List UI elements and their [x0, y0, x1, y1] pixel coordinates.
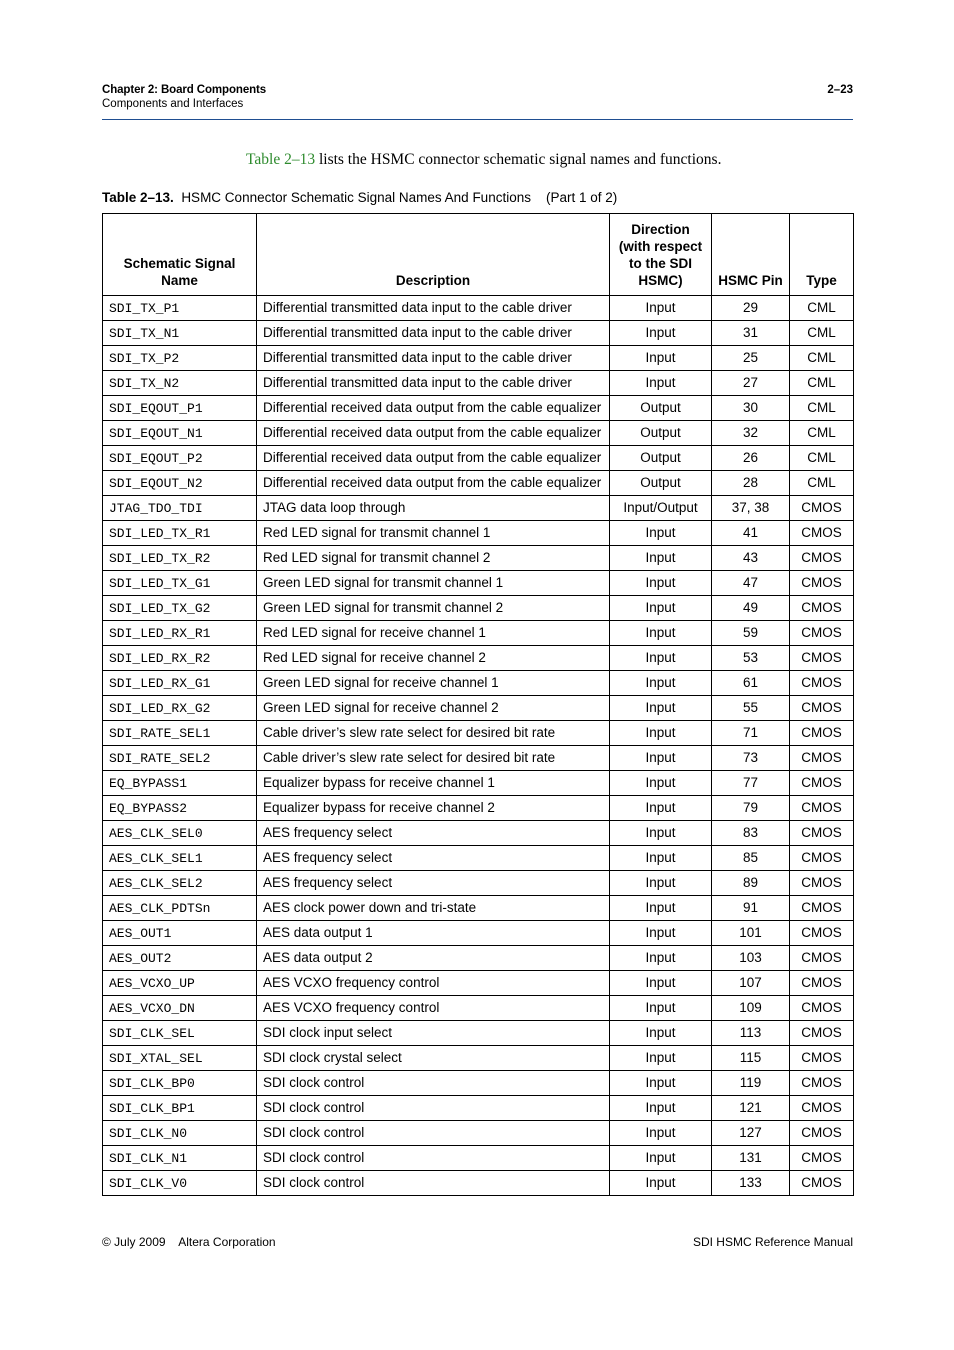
signal-name-cell: JTAG_TDO_TDI — [103, 496, 257, 521]
type-cell: CMOS — [790, 996, 854, 1021]
signal-name-cell: SDI_RATE_SEL1 — [103, 721, 257, 746]
hsmc-pin-cell: 101 — [712, 921, 790, 946]
type-cell: CML — [790, 396, 854, 421]
hsmc-pin-cell: 41 — [712, 521, 790, 546]
description-cell: Cable driver’s slew rate select for desired bit rate — [257, 721, 610, 746]
column-header-signal-name: Schematic Signal Name — [103, 214, 257, 296]
table-row — [103, 446, 854, 471]
direction-cell: Input — [610, 596, 712, 621]
hsmc-pin-cell: 91 — [712, 896, 790, 921]
column-header-description: Description — [257, 214, 610, 296]
hsmc-pin-cell: 27 — [712, 371, 790, 396]
description-cell: AES data output 1 — [257, 921, 610, 946]
signal-name-cell: SDI_TX_P2 — [103, 346, 257, 371]
description-cell: AES VCXO frequency control — [257, 996, 610, 1021]
direction-cell: Input — [610, 996, 712, 1021]
direction-cell: Input — [610, 346, 712, 371]
table-row — [103, 721, 854, 746]
description-cell: Green LED signal for transmit channel 2 — [257, 596, 610, 621]
section-title: Components and Interfaces — [102, 98, 244, 110]
direction-cell: Input — [610, 1096, 712, 1121]
signal-name-cell: AES_CLK_SEL2 — [103, 871, 257, 896]
direction-cell: Input — [610, 1046, 712, 1071]
table-row — [103, 771, 854, 796]
table-row — [103, 671, 854, 696]
table-row — [103, 1021, 854, 1046]
direction-cell: Input — [610, 721, 712, 746]
description-cell: Red LED signal for receive channel 1 — [257, 621, 610, 646]
type-cell: CMOS — [790, 921, 854, 946]
table-caption — [102, 190, 617, 205]
type-cell: CMOS — [790, 1046, 854, 1071]
direction-cell: Output — [610, 396, 712, 421]
direction-cell: Input — [610, 771, 712, 796]
table-row — [103, 371, 854, 396]
direction-cell: Input — [610, 646, 712, 671]
direction-cell: Input — [610, 1121, 712, 1146]
description-cell: SDI clock control — [257, 1146, 610, 1171]
signal-name-cell: SDI_LED_RX_R2 — [103, 646, 257, 671]
direction-cell: Input — [610, 1071, 712, 1096]
table-row — [103, 421, 854, 446]
hsmc-pin-cell: 115 — [712, 1046, 790, 1071]
direction-cell: Input — [610, 946, 712, 971]
table-row — [103, 296, 854, 321]
table-caption-label: Table 2–13. — [102, 190, 174, 205]
direction-cell: Input — [610, 1021, 712, 1046]
signal-name-cell: EQ_BYPASS2 — [103, 796, 257, 821]
hsmc-pin-cell: 49 — [712, 596, 790, 621]
hsmc-pin-cell: 47 — [712, 571, 790, 596]
signal-name-cell: SDI_TX_N1 — [103, 321, 257, 346]
hsmc-pin-cell: 127 — [712, 1121, 790, 1146]
type-cell: CMOS — [790, 871, 854, 896]
type-cell: CMOS — [790, 646, 854, 671]
hsmc-pin-cell: 107 — [712, 971, 790, 996]
hsmc-pin-cell: 131 — [712, 1146, 790, 1171]
table-body — [103, 296, 854, 1196]
type-cell: CML — [790, 446, 854, 471]
hsmc-pin-cell: 43 — [712, 546, 790, 571]
hsmc-pin-cell: 55 — [712, 696, 790, 721]
direction-cell: Input — [610, 696, 712, 721]
description-cell: Red LED signal for transmit channel 1 — [257, 521, 610, 546]
direction-cell: Input — [610, 871, 712, 896]
table-row — [103, 396, 854, 421]
type-cell: CMOS — [790, 521, 854, 546]
type-cell: CMOS — [790, 796, 854, 821]
type-cell: CMOS — [790, 696, 854, 721]
intro-paragraph — [246, 151, 721, 169]
column-header-type: Type — [790, 214, 854, 296]
direction-cell: Input — [610, 821, 712, 846]
signal-name-cell: SDI_EQOUT_P2 — [103, 446, 257, 471]
signal-name-cell: SDI_LED_TX_G1 — [103, 571, 257, 596]
header-rule — [102, 119, 853, 120]
description-cell: SDI clock control — [257, 1121, 610, 1146]
signal-name-cell: SDI_LED_TX_R2 — [103, 546, 257, 571]
signal-name-cell: SDI_EQOUT_N2 — [103, 471, 257, 496]
signal-name-cell: AES_OUT2 — [103, 946, 257, 971]
table-row — [103, 471, 854, 496]
table-row — [103, 321, 854, 346]
direction-cell: Input — [610, 371, 712, 396]
hsmc-pin-cell: 26 — [712, 446, 790, 471]
direction-cell: Output — [610, 421, 712, 446]
signal-name-cell: AES_CLK_SEL1 — [103, 846, 257, 871]
description-cell: Green LED signal for receive channel 1 — [257, 671, 610, 696]
signal-name-cell: SDI_LED_RX_R1 — [103, 621, 257, 646]
hsmc-pin-cell: 121 — [712, 1096, 790, 1121]
table-row — [103, 796, 854, 821]
description-cell: Red LED signal for receive channel 2 — [257, 646, 610, 671]
type-cell: CML — [790, 346, 854, 371]
direction-cell: Input — [610, 571, 712, 596]
hsmc-pin-cell: 89 — [712, 871, 790, 896]
table-header-row — [103, 214, 854, 296]
page-header — [102, 84, 853, 110]
hsmc-pin-cell: 29 — [712, 296, 790, 321]
direction-cell: Input — [610, 1171, 712, 1196]
hsmc-pin-cell: 133 — [712, 1171, 790, 1196]
hsmc-pin-cell: 61 — [712, 671, 790, 696]
type-cell: CMOS — [790, 771, 854, 796]
type-cell: CML — [790, 321, 854, 346]
table-row — [103, 1171, 854, 1196]
table-row — [103, 1071, 854, 1096]
table-row — [103, 646, 854, 671]
direction-cell: Input — [610, 846, 712, 871]
hsmc-pin-cell: 32 — [712, 421, 790, 446]
signal-name-cell: SDI_CLK_N0 — [103, 1121, 257, 1146]
direction-cell: Input — [610, 971, 712, 996]
hsmc-pin-cell: 83 — [712, 821, 790, 846]
description-cell: Differential transmitted data input to the cable driver — [257, 346, 610, 371]
table-row — [103, 596, 854, 621]
direction-cell: Input — [610, 746, 712, 771]
type-cell: CMOS — [790, 1121, 854, 1146]
table-row — [103, 946, 854, 971]
type-cell: CML — [790, 471, 854, 496]
type-cell: CML — [790, 421, 854, 446]
direction-cell: Input — [610, 546, 712, 571]
signal-name-cell: SDI_TX_N2 — [103, 371, 257, 396]
table-row — [103, 821, 854, 846]
hsmc-pin-cell: 37, 38 — [712, 496, 790, 521]
table-row — [103, 696, 854, 721]
description-cell: AES frequency select — [257, 871, 610, 896]
direction-cell: Output — [610, 471, 712, 496]
type-cell: CMOS — [790, 671, 854, 696]
description-cell: SDI clock input select — [257, 1021, 610, 1046]
type-cell: CMOS — [790, 821, 854, 846]
description-cell: SDI clock control — [257, 1071, 610, 1096]
table-row — [103, 896, 854, 921]
signal-name-cell: SDI_EQOUT_N1 — [103, 421, 257, 446]
table-row — [103, 971, 854, 996]
signal-name-cell: AES_CLK_PDTSn — [103, 896, 257, 921]
signal-name-cell: SDI_TX_P1 — [103, 296, 257, 321]
direction-cell: Input — [610, 321, 712, 346]
description-cell: AES VCXO frequency control — [257, 971, 610, 996]
type-cell: CMOS — [790, 1146, 854, 1171]
description-cell: AES data output 2 — [257, 946, 610, 971]
hsmc-pin-cell: 73 — [712, 746, 790, 771]
signal-name-cell: SDI_CLK_SEL — [103, 1021, 257, 1046]
direction-cell: Input — [610, 521, 712, 546]
type-cell: CMOS — [790, 1071, 854, 1096]
table-row — [103, 1096, 854, 1121]
hsmc-pin-cell: 25 — [712, 346, 790, 371]
signal-name-cell: SDI_EQOUT_P1 — [103, 396, 257, 421]
table-row — [103, 1046, 854, 1071]
description-cell: Differential transmitted data input to the cable driver — [257, 296, 610, 321]
signal-name-cell: AES_CLK_SEL0 — [103, 821, 257, 846]
type-cell: CMOS — [790, 896, 854, 921]
description-cell: Cable driver’s slew rate select for desired bit rate — [257, 746, 610, 771]
direction-cell: Input — [610, 296, 712, 321]
description-cell: Equalizer bypass for receive channel 1 — [257, 771, 610, 796]
table-row — [103, 521, 854, 546]
intro-text: lists the HSMC connector schematic signal names and functions. — [315, 151, 722, 168]
description-cell: Differential transmitted data input to the cable driver — [257, 321, 610, 346]
table-row — [103, 921, 854, 946]
column-header-direction: Direction (with respect to the SDI HSMC) — [610, 214, 712, 296]
description-cell: Equalizer bypass for receive channel 2 — [257, 796, 610, 821]
description-cell: Differential transmitted data input to the cable driver — [257, 371, 610, 396]
description-cell: JTAG data loop through — [257, 496, 610, 521]
description-cell: Differential received data output from the cable equalizer — [257, 396, 610, 421]
type-cell: CMOS — [790, 596, 854, 621]
type-cell: CMOS — [790, 546, 854, 571]
signal-name-cell: SDI_CLK_BP0 — [103, 1071, 257, 1096]
signal-name-cell: AES_OUT1 — [103, 921, 257, 946]
description-cell: Red LED signal for transmit channel 2 — [257, 546, 610, 571]
page-footer — [102, 1235, 853, 1249]
description-cell: AES frequency select — [257, 821, 610, 846]
description-cell: AES frequency select — [257, 846, 610, 871]
type-cell: CMOS — [790, 1171, 854, 1196]
table-row — [103, 496, 854, 521]
type-cell: CMOS — [790, 721, 854, 746]
footer-manual-title: SDI HSMC Reference Manual — [692, 1235, 853, 1249]
hsmc-pin-cell: 77 — [712, 771, 790, 796]
signal-name-cell: SDI_LED_RX_G2 — [103, 696, 257, 721]
table-row — [103, 871, 854, 896]
description-cell: SDI clock control — [257, 1171, 610, 1196]
type-cell: CMOS — [790, 1021, 854, 1046]
type-cell: CMOS — [790, 496, 854, 521]
description-cell: SDI clock control — [257, 1096, 610, 1121]
table-row — [103, 996, 854, 1021]
hsmc-pin-cell: 85 — [712, 846, 790, 871]
signal-name-cell: SDI_LED_TX_R1 — [103, 521, 257, 546]
signal-name-cell: SDI_LED_TX_G2 — [103, 596, 257, 621]
hsmc-pin-cell: 30 — [712, 396, 790, 421]
signal-name-cell: SDI_XTAL_SEL — [103, 1046, 257, 1071]
footer-date: © July 2009 — [102, 1235, 166, 1249]
description-cell: Differential received data output from the cable equalizer — [257, 421, 610, 446]
hsmc-pin-cell: 103 — [712, 946, 790, 971]
type-cell: CMOS — [790, 1096, 854, 1121]
table-caption-title: HSMC Connector Schematic Signal Names And Functions — [181, 190, 531, 205]
hsmc-pin-cell: 59 — [712, 621, 790, 646]
direction-cell: Input — [610, 796, 712, 821]
direction-cell: Input — [610, 896, 712, 921]
page-number: 2–23 — [827, 84, 853, 96]
chapter-title: Chapter 2: Board Components — [102, 84, 267, 96]
type-cell: CMOS — [790, 571, 854, 596]
direction-cell: Output — [610, 446, 712, 471]
signal-name-cell: SDI_LED_RX_G1 — [103, 671, 257, 696]
hsmc-pin-cell: 79 — [712, 796, 790, 821]
hsmc-pin-cell: 109 — [712, 996, 790, 1021]
table-caption-part: (Part 1 of 2) — [545, 190, 618, 205]
direction-cell: Input — [610, 671, 712, 696]
table-row — [103, 571, 854, 596]
description-cell: Differential received data output from the cable equalizer — [257, 471, 610, 496]
hsmc-pin-cell: 113 — [712, 1021, 790, 1046]
type-cell: CMOS — [790, 946, 854, 971]
type-cell: CMOS — [790, 846, 854, 871]
table-row — [103, 1121, 854, 1146]
footer-company: Altera Corporation — [178, 1235, 276, 1249]
direction-cell: Input — [610, 1146, 712, 1171]
description-cell: SDI clock crystal select — [257, 1046, 610, 1071]
column-header-hsmc-pin: HSMC Pin — [712, 214, 790, 296]
signal-table — [102, 213, 854, 1196]
type-cell: CMOS — [790, 746, 854, 771]
signal-name-cell: AES_VCXO_DN — [103, 996, 257, 1021]
signal-name-cell: SDI_CLK_N1 — [103, 1146, 257, 1171]
direction-cell: Input/Output — [610, 496, 712, 521]
hsmc-pin-cell: 119 — [712, 1071, 790, 1096]
table-row — [103, 746, 854, 771]
table-row — [103, 346, 854, 371]
description-cell: Differential received data output from the cable equalizer — [257, 446, 610, 471]
signal-name-cell: SDI_CLK_BP1 — [103, 1096, 257, 1121]
signal-name-cell: SDI_CLK_V0 — [103, 1171, 257, 1196]
description-cell: Green LED signal for transmit channel 1 — [257, 571, 610, 596]
hsmc-pin-cell: 31 — [712, 321, 790, 346]
type-cell: CML — [790, 371, 854, 396]
type-cell: CML — [790, 296, 854, 321]
table-cross-reference-link[interactable]: Table 2–13 — [246, 151, 316, 168]
description-cell: AES clock power down and tri-state — [257, 896, 610, 921]
direction-cell: Input — [610, 621, 712, 646]
signal-name-cell: SDI_RATE_SEL2 — [103, 746, 257, 771]
table-row — [103, 1146, 854, 1171]
hsmc-pin-cell: 71 — [712, 721, 790, 746]
signal-name-cell: AES_VCXO_UP — [103, 971, 257, 996]
table-row — [103, 546, 854, 571]
signal-name-cell: EQ_BYPASS1 — [103, 771, 257, 796]
description-cell: Green LED signal for receive channel 2 — [257, 696, 610, 721]
direction-cell: Input — [610, 921, 712, 946]
hsmc-pin-cell: 28 — [712, 471, 790, 496]
type-cell: CMOS — [790, 621, 854, 646]
table-row — [103, 621, 854, 646]
hsmc-pin-cell: 53 — [712, 646, 790, 671]
table-row — [103, 846, 854, 871]
type-cell: CMOS — [790, 971, 854, 996]
